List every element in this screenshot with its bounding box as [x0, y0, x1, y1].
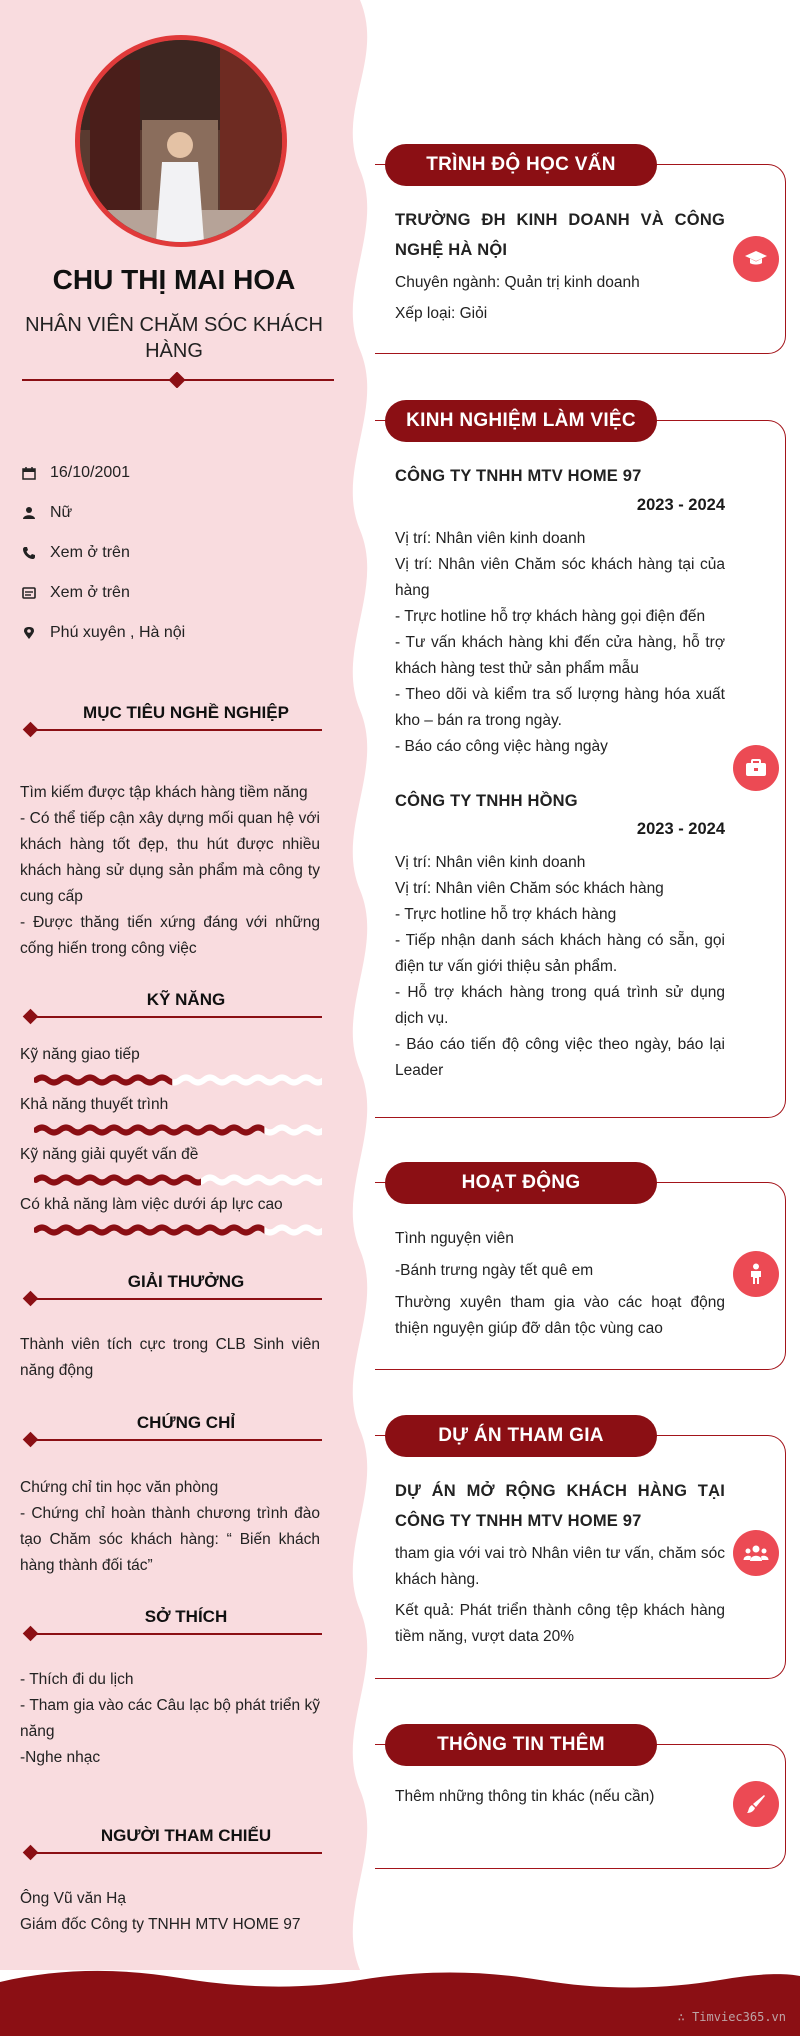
skill-label: Có khả năng làm việc dưới áp lực cao	[20, 1196, 283, 1213]
person-icon	[20, 504, 38, 522]
activity-line: Thường xuyên tham gia vào các hoạt động thiện nguyện giúp đỡ dân tộc vùng cao	[395, 1294, 725, 1337]
job-company: CÔNG TY TNHH MTV HOME 97	[395, 467, 642, 485]
reference-line: Ông Vũ văn Hạ	[20, 1890, 126, 1907]
contact-text: Nữ	[50, 504, 73, 521]
footer-wave	[0, 1968, 800, 2036]
project-line: tham gia với vai trò Nhân viên tư vấn, chăm sóc khách hàng.	[395, 1545, 725, 1588]
heading-line	[32, 1852, 322, 1854]
heading-line	[32, 1633, 322, 1635]
phone-icon	[20, 544, 38, 562]
job-line: Vị trí: Nhân viên Chăm sóc khách hàng tại của hàng	[395, 556, 725, 599]
contact-text: 16/10/2001	[50, 464, 131, 481]
skill-bar	[34, 1223, 322, 1237]
heading-line	[32, 1298, 322, 1300]
job-line: - Báo cáo tiến độ công việc theo ngày, báo lại Leader	[395, 1036, 725, 1079]
heading-label: KỸ NĂNG	[146, 990, 226, 1009]
objective-line: Tìm kiếm được tập khách hàng tiềm năng	[20, 784, 308, 801]
awards-text: Thành viên tích cực trong CLB Sinh viên năng động	[20, 1336, 320, 1379]
job-line: Vị trí: Nhân viên Chăm sóc khách hàng	[395, 880, 664, 897]
contact-address	[20, 621, 185, 645]
hobbies-heading	[20, 1607, 322, 1635]
heading-label: GIẢI THƯỞNG	[127, 1272, 245, 1291]
name-divider	[22, 372, 334, 388]
references-heading	[20, 1826, 322, 1854]
skills-heading	[20, 990, 322, 1018]
heading-label: NGƯỜI THAM CHIẾU	[100, 1826, 272, 1845]
hobby-line: - Tham gia vào các Câu lạc bộ phát triển kỹ năng	[20, 1697, 320, 1740]
extra-heading: THÔNG TIN THÊM	[385, 1724, 657, 1766]
objective-heading	[20, 703, 322, 731]
activities-heading: HOẠT ĐỘNG	[385, 1162, 657, 1204]
email-icon	[20, 584, 38, 602]
job-line: - Theo dõi và kiểm tra số lượng hàng hóa xuất kho – bán ra trong ngày.	[395, 686, 725, 729]
job-description	[395, 850, 725, 1084]
job-line: - Trực hotline hỗ trợ khách hàng	[395, 906, 617, 923]
skill-label: Kỹ năng giao tiếp	[20, 1046, 140, 1063]
heading-label: CHỨNG CHỈ	[136, 1413, 236, 1432]
skill-bar	[34, 1123, 322, 1137]
contact-phone	[20, 541, 130, 565]
experience-heading: KINH NGHIỆM LÀM VIỆC	[385, 400, 657, 442]
watermark-text: ∴ Timviec365.vn	[677, 2010, 786, 2024]
education-school: TRƯỜNG ĐH KINH DOANH VÀ CÔNG NGHỆ HÀ NỘI	[395, 211, 725, 259]
references-text	[20, 1886, 320, 1938]
location-pin-icon	[20, 624, 38, 642]
briefcase-icon	[733, 745, 779, 791]
paint-brush-icon	[733, 1781, 779, 1827]
activity-line: -Bánh trưng ngày tết quê em	[395, 1262, 594, 1279]
job-line: - Báo cáo công việc hàng ngày	[395, 738, 608, 755]
heading-label: SỞ THÍCH	[144, 1607, 228, 1626]
project-line: Kết quả: Phát triển thành công tệp khách hàng tiềm năng, vượt data 20%	[395, 1602, 725, 1645]
project-title: DỰ ÁN MỞ RỘNG KHÁCH HÀNG TẠI CÔNG TY TNHH MTV HOME 97	[395, 1482, 725, 1530]
contact-text: Xem ở trên	[50, 584, 130, 601]
job-line: - Hỗ trợ khách hàng trong quá trình sử dụng dịch vụ.	[395, 984, 725, 1027]
education-grade: Xếp loại: Giỏi	[395, 305, 488, 322]
certificates-heading	[20, 1413, 322, 1441]
contact-text: Xem ở trên	[50, 544, 130, 561]
team-icon	[733, 1530, 779, 1576]
job-description	[395, 526, 725, 760]
skill-bar	[34, 1073, 322, 1087]
job-period: 2023 - 2024	[636, 496, 725, 514]
activities-text	[395, 1226, 725, 1342]
calendar-icon	[20, 464, 38, 482]
objective-text	[20, 780, 320, 962]
skill-label: Khả năng thuyết trình	[20, 1096, 169, 1113]
extra-text: Thêm những thông tin khác (nếu cần)	[395, 1788, 655, 1805]
hobby-line: - Thích đi du lịch	[20, 1671, 134, 1688]
person-activity-icon	[733, 1251, 779, 1297]
contact-text: Phú xuyên , Hà nội	[50, 624, 186, 641]
job-period: 2023 - 2024	[636, 820, 725, 838]
heading-line	[32, 1016, 322, 1018]
job-line: Vị trí: Nhân viên kinh doanh	[395, 530, 586, 547]
candidate-name: CHU THỊ MAI HOA	[52, 264, 296, 295]
job-line: - Tiếp nhận danh sách khách hàng có sẵn, gọi điện tư vấn giới thiệu sản phẩm.	[395, 932, 725, 975]
heading-line	[32, 729, 322, 731]
hobbies-text	[20, 1667, 320, 1771]
job-company: CÔNG TY TNHH HỒNG	[395, 792, 578, 810]
objective-line: - Được thăng tiến xứng đáng với những cống hiến trong công việc	[20, 914, 320, 957]
certificate-line: Chứng chỉ tin học văn phòng	[20, 1479, 219, 1496]
candidate-position: NHÂN VIÊN CHĂM SÓC KHÁCH HÀNG	[25, 314, 323, 362]
education-heading: TRÌNH ĐỘ HỌC VẤN	[385, 144, 657, 186]
hobby-line: -Nghe nhạc	[20, 1749, 101, 1766]
heading-line	[32, 1439, 322, 1441]
heading-label: MỤC TIÊU NGHỀ NGHIỆP	[83, 703, 289, 722]
job-line: - Trực hotline hỗ trợ khách hàng gọi điện đến	[395, 608, 706, 625]
profile-photo	[75, 35, 287, 247]
contact-gender	[20, 501, 72, 525]
certificates-text	[20, 1475, 320, 1579]
certificate-line: - Chứng chỉ hoàn thành chương trình đào tạo Chăm sóc khách hàng: “ Biến khách hàng thành đối tác”	[20, 1505, 320, 1574]
contact-birthdate	[20, 461, 130, 485]
reference-line: Giám đốc Công ty TNHH MTV HOME 97	[20, 1916, 301, 1933]
skill-label: Kỹ năng giải quyết vấn đề	[20, 1146, 199, 1163]
project-description	[395, 1541, 725, 1650]
job-line: Vị trí: Nhân viên kinh doanh	[395, 854, 586, 871]
awards-heading	[20, 1272, 322, 1300]
activity-line: Tình nguyện viên	[395, 1230, 514, 1247]
objective-line: - Có thể tiếp cận xây dựng mối quan hệ với khách hàng tốt đẹp, thu hút được nhiều khách hàng sử dụng sản phẩm mà công ty cung cấp	[20, 810, 320, 905]
job-line: - Tư vấn khách hàng khi đến cửa hàng, hỗ trợ khách hàng test thử sản phẩm mẫu	[395, 634, 725, 677]
skill-bar	[34, 1173, 322, 1187]
graduation-cap-icon	[733, 236, 779, 282]
contact-email	[20, 581, 130, 605]
education-major: Chuyên ngành: Quản trị kinh doanh	[395, 274, 640, 291]
projects-heading: DỰ ÁN THAM GIA	[385, 1415, 657, 1457]
